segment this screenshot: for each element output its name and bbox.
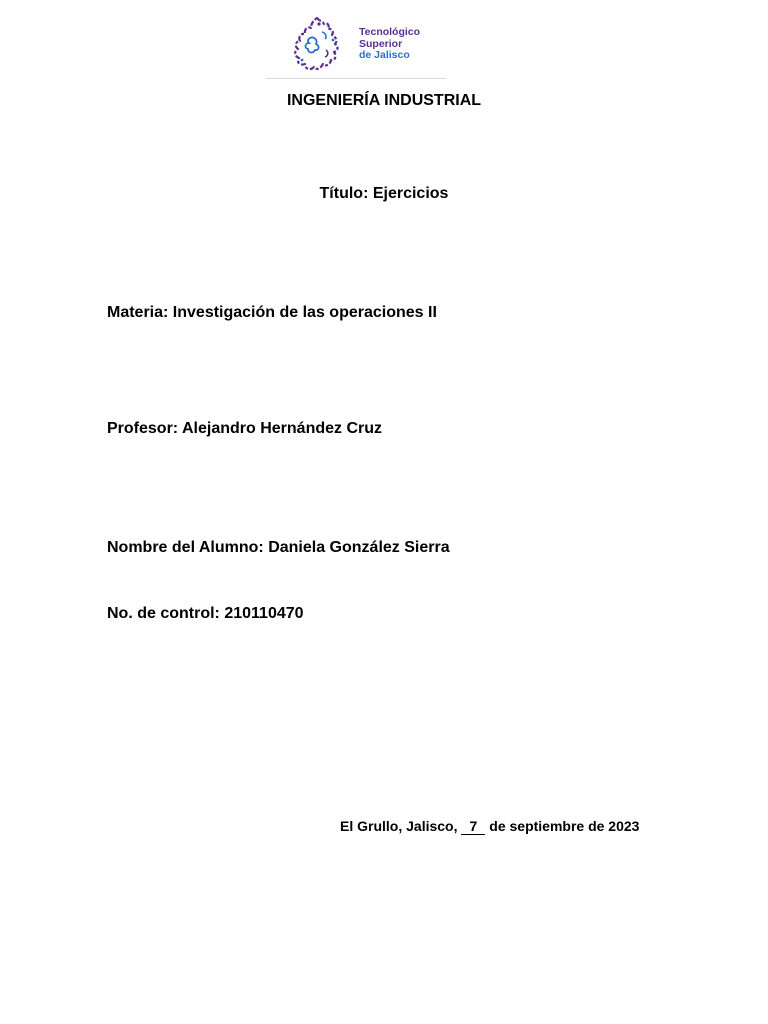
logo-text-line-3: de Jalisco — [359, 49, 410, 61]
logo-text-line-2: Superior — [359, 37, 403, 50]
logo-text-line-1: Tecnológico — [359, 26, 421, 38]
date-month-year: de septiembre de 2023 — [485, 818, 640, 834]
date-day: 7 — [461, 819, 485, 835]
date-place: El Grullo, Jalisco, — [340, 818, 462, 834]
date-line — [340, 818, 639, 835]
institution-header — [266, 12, 446, 80]
header-divider — [266, 78, 446, 79]
control-number-line: No. de control: 210110470 — [107, 605, 304, 622]
jalisco-map-logo-icon — [292, 16, 354, 74]
student-name-line: Nombre del Alumno: Daniela González Sierra — [107, 539, 450, 556]
subject-line: Materia: Investigación de las operaciones II — [107, 304, 437, 321]
career-heading: INGENIERÍA INDUSTRIAL — [286, 92, 482, 109]
professor-line: Profesor: Alejandro Hernández Cruz — [107, 420, 383, 437]
institution-name — [359, 27, 420, 62]
document-title: Título: Ejercicios — [319, 185, 449, 202]
